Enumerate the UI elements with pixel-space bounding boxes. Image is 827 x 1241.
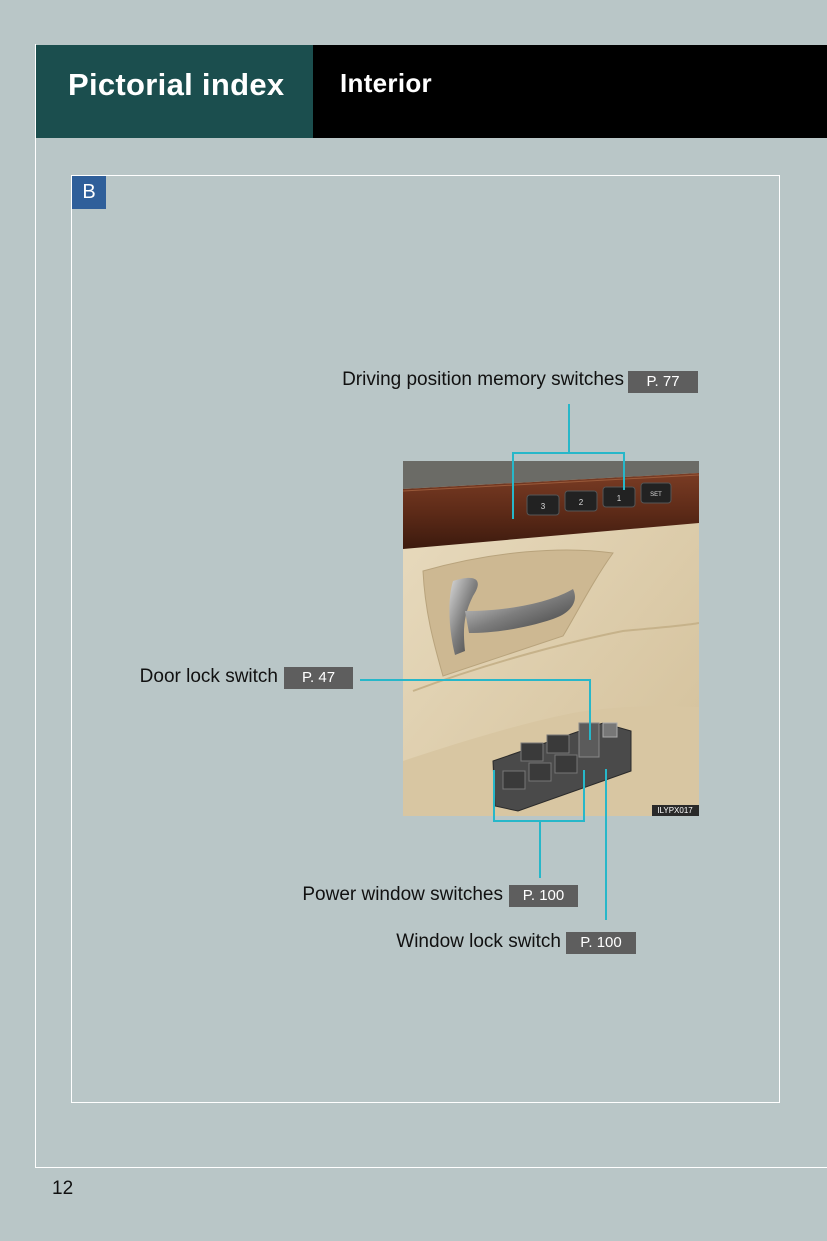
power-window-page-link[interactable]: P. 100: [509, 885, 578, 907]
memory-button-1: 1: [616, 494, 622, 503]
page-title: Interior: [340, 68, 432, 98]
memory-switches-label: Driving position memory switches: [342, 369, 624, 390]
window-lock-page-link[interactable]: P. 100: [566, 932, 636, 954]
power-window-label: Power window switches: [302, 884, 503, 905]
memory-button-2: 2: [578, 498, 584, 507]
section-header: [36, 45, 313, 138]
door-panel-illustration: [403, 461, 699, 816]
door-lock-page-link[interactable]: P. 47: [284, 667, 353, 689]
section-badge: B: [72, 176, 106, 209]
memory-button-set: SET: [650, 492, 662, 498]
window-lock-label: Window lock switch: [396, 931, 561, 952]
door-lock-label: Door lock switch: [139, 666, 278, 687]
page-header: [313, 45, 827, 138]
memory-button-3: 3: [540, 502, 546, 511]
section-title: Pictorial index: [68, 67, 285, 102]
image-code: ILYPX017: [657, 806, 693, 815]
memory-switches-page-link[interactable]: P. 77: [628, 371, 698, 393]
page-number: 12: [52, 1178, 74, 1199]
